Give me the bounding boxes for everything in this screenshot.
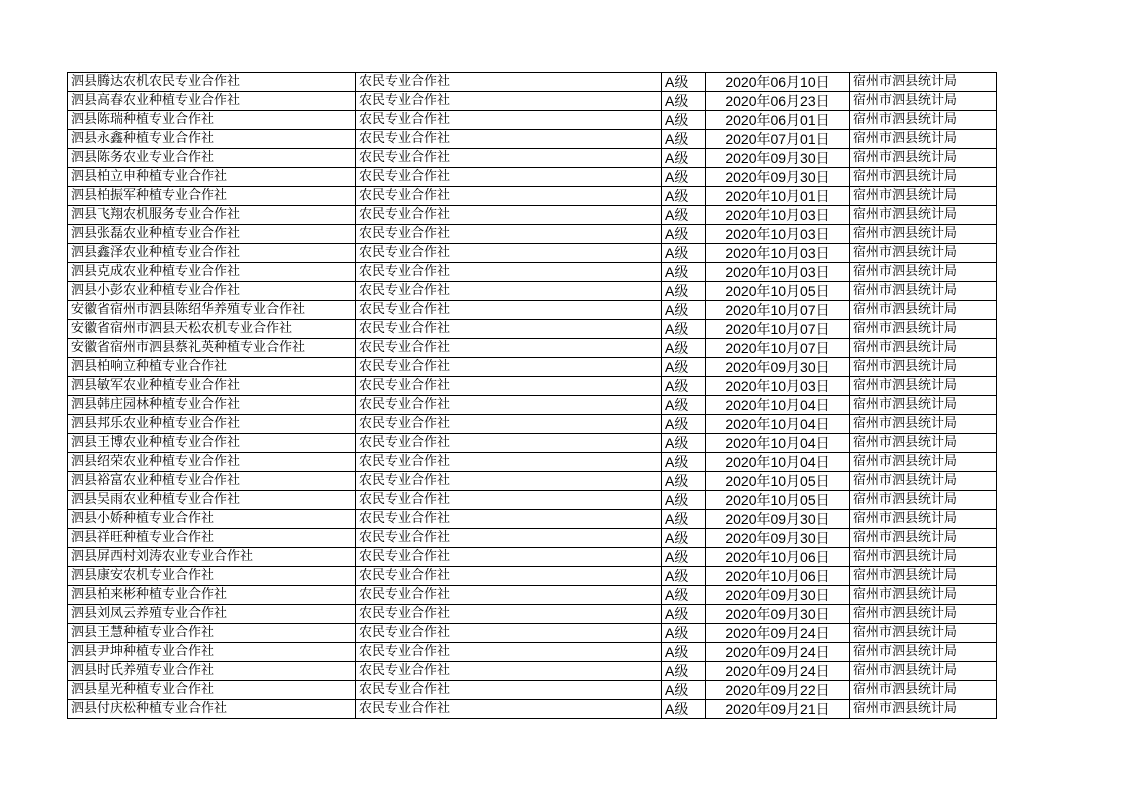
table-row: [68, 111, 997, 130]
credit-grade-cell: A级: [662, 320, 706, 339]
credit-grade-cell: A级: [662, 339, 706, 358]
rating-date-cell: 2020年09月30日: [706, 149, 850, 168]
cooperative-name-cell: 泗县陈务农业专业合作社: [68, 149, 356, 168]
cooperative-name-cell: 泗县克成农业种植专业合作社: [68, 263, 356, 282]
cooperative-name-cell: 泗县柏来彬种植专业合作社: [68, 586, 356, 605]
credit-grade-cell: A级: [662, 681, 706, 700]
cooperative-name-cell: 泗县屏西村刘涛农业专业合作社: [68, 548, 356, 567]
rating-agency-cell: 宿州市泗县统计局: [850, 320, 997, 339]
cooperative-name-cell: 泗县韩庄园林种植专业合作社: [68, 396, 356, 415]
credit-grade-cell: A级: [662, 187, 706, 206]
rating-agency-cell: 宿州市泗县统计局: [850, 130, 997, 149]
table-row: [68, 624, 997, 643]
rating-date-cell: 2020年10月04日: [706, 434, 850, 453]
credit-grade-cell: A级: [662, 453, 706, 472]
rating-agency-cell: 宿州市泗县统计局: [850, 92, 997, 111]
rating-agency-cell: 宿州市泗县统计局: [850, 643, 997, 662]
cooperative-name-cell: 泗县柏振军种植专业合作社: [68, 187, 356, 206]
cooperative-name-cell: 安徽省宿州市泗县蔡礼英种植专业合作社: [68, 339, 356, 358]
rating-date-cell: 2020年10月03日: [706, 225, 850, 244]
cooperative-name-cell: 泗县张磊农业种植专业合作社: [68, 225, 356, 244]
credit-grade-cell: A级: [662, 415, 706, 434]
entity-type-cell: 农民专业合作社: [356, 491, 662, 510]
rating-agency-cell: 宿州市泗县统计局: [850, 529, 997, 548]
entity-type-cell: 农民专业合作社: [356, 453, 662, 472]
rating-agency-cell: 宿州市泗县统计局: [850, 206, 997, 225]
entity-type-cell: 农民专业合作社: [356, 605, 662, 624]
table-row: [68, 415, 997, 434]
rating-date-cell: 2020年10月07日: [706, 301, 850, 320]
credit-grade-cell: A级: [662, 225, 706, 244]
rating-date-cell: 2020年10月07日: [706, 320, 850, 339]
table-row: [68, 643, 997, 662]
rating-date-cell: 2020年09月21日: [706, 700, 850, 719]
rating-date-cell: 2020年10月04日: [706, 396, 850, 415]
cooperative-name-cell: 泗县吴雨农业种植专业合作社: [68, 491, 356, 510]
table-row: [68, 92, 997, 111]
cooperative-name-cell: 泗县鑫泽农业种植专业合作社: [68, 244, 356, 263]
entity-type-cell: 农民专业合作社: [356, 396, 662, 415]
cooperative-name-cell: 泗县小彭农业种植专业合作社: [68, 282, 356, 301]
entity-type-cell: 农民专业合作社: [356, 263, 662, 282]
rating-agency-cell: 宿州市泗县统计局: [850, 510, 997, 529]
rating-date-cell: 2020年10月04日: [706, 415, 850, 434]
spreadsheet-page: [67, 72, 997, 719]
rating-agency-cell: 宿州市泗县统计局: [850, 263, 997, 282]
entity-type-cell: 农民专业合作社: [356, 681, 662, 700]
entity-type-cell: 农民专业合作社: [356, 567, 662, 586]
rating-date-cell: 2020年10月03日: [706, 244, 850, 263]
entity-type-cell: 农民专业合作社: [356, 358, 662, 377]
rating-agency-cell: 宿州市泗县统计局: [850, 662, 997, 681]
rating-date-cell: 2020年10月06日: [706, 567, 850, 586]
credit-grade-cell: A级: [662, 396, 706, 415]
rating-agency-cell: 宿州市泗县统计局: [850, 605, 997, 624]
rating-agency-cell: 宿州市泗县统计局: [850, 472, 997, 491]
rating-agency-cell: 宿州市泗县统计局: [850, 567, 997, 586]
credit-grade-cell: A级: [662, 662, 706, 681]
credit-grade-cell: A级: [662, 92, 706, 111]
credit-grade-cell: A级: [662, 244, 706, 263]
entity-type-cell: 农民专业合作社: [356, 282, 662, 301]
rating-agency-cell: 宿州市泗县统计局: [850, 624, 997, 643]
rating-agency-cell: 宿州市泗县统计局: [850, 396, 997, 415]
rating-date-cell: 2020年09月24日: [706, 624, 850, 643]
rating-date-cell: 2020年10月05日: [706, 282, 850, 301]
rating-date-cell: 2020年09月30日: [706, 358, 850, 377]
entity-type-cell: 农民专业合作社: [356, 472, 662, 491]
entity-type-cell: 农民专业合作社: [356, 662, 662, 681]
table-row: [68, 244, 997, 263]
credit-grade-cell: A级: [662, 605, 706, 624]
rating-agency-cell: 宿州市泗县统计局: [850, 168, 997, 187]
cooperative-name-cell: 泗县付庆松种植专业合作社: [68, 700, 356, 719]
table-row: [68, 263, 997, 282]
table-row: [68, 434, 997, 453]
rating-date-cell: 2020年09月30日: [706, 510, 850, 529]
entity-type-cell: 农民专业合作社: [356, 510, 662, 529]
credit-grade-cell: A级: [662, 206, 706, 225]
entity-type-cell: 农民专业合作社: [356, 320, 662, 339]
rating-agency-cell: 宿州市泗县统计局: [850, 434, 997, 453]
cooperative-name-cell: 泗县王慧种植专业合作社: [68, 624, 356, 643]
table-row: [68, 149, 997, 168]
table-row: [68, 472, 997, 491]
table-row: [68, 567, 997, 586]
credit-grade-cell: A级: [662, 624, 706, 643]
rating-agency-cell: 宿州市泗县统计局: [850, 187, 997, 206]
credit-grade-cell: A级: [662, 111, 706, 130]
credit-grade-cell: A级: [662, 301, 706, 320]
credit-grade-cell: A级: [662, 358, 706, 377]
rating-agency-cell: 宿州市泗县统计局: [850, 491, 997, 510]
rating-agency-cell: 宿州市泗县统计局: [850, 339, 997, 358]
cooperative-name-cell: 泗县绍荣农业种植专业合作社: [68, 453, 356, 472]
table-body: [68, 73, 997, 719]
rating-agency-cell: 宿州市泗县统计局: [850, 282, 997, 301]
cooperative-name-cell: 泗县陈瑞种植专业合作社: [68, 111, 356, 130]
cooperative-name-cell: 泗县时氏养殖专业合作社: [68, 662, 356, 681]
table-row: [68, 586, 997, 605]
rating-agency-cell: 宿州市泗县统计局: [850, 586, 997, 605]
cooperative-name-cell: 泗县星光种植专业合作社: [68, 681, 356, 700]
credit-grade-cell: A级: [662, 529, 706, 548]
rating-date-cell: 2020年09月30日: [706, 605, 850, 624]
rating-agency-cell: 宿州市泗县统计局: [850, 548, 997, 567]
cooperative-name-cell: 泗县康安农机专业合作社: [68, 567, 356, 586]
cooperative-name-cell: 安徽省宿州市泗县天松农机专业合作社: [68, 320, 356, 339]
entity-type-cell: 农民专业合作社: [356, 624, 662, 643]
entity-type-cell: 农民专业合作社: [356, 225, 662, 244]
cooperative-name-cell: 泗县小娇种植专业合作社: [68, 510, 356, 529]
entity-type-cell: 农民专业合作社: [356, 206, 662, 225]
table-row: [68, 301, 997, 320]
table-row: [68, 206, 997, 225]
cooperative-table: [67, 72, 997, 719]
rating-agency-cell: 宿州市泗县统计局: [850, 149, 997, 168]
entity-type-cell: 农民专业合作社: [356, 339, 662, 358]
credit-grade-cell: A级: [662, 548, 706, 567]
rating-agency-cell: 宿州市泗县统计局: [850, 377, 997, 396]
credit-grade-cell: A级: [662, 472, 706, 491]
cooperative-name-cell: 泗县柏立申种植专业合作社: [68, 168, 356, 187]
table-row: [68, 377, 997, 396]
table-row: [68, 339, 997, 358]
rating-agency-cell: 宿州市泗县统计局: [850, 301, 997, 320]
entity-type-cell: 农民专业合作社: [356, 700, 662, 719]
rating-date-cell: 2020年06月10日: [706, 73, 850, 92]
table-row: [68, 529, 997, 548]
cooperative-name-cell: 泗县高春农业种植专业合作社: [68, 92, 356, 111]
table-row: [68, 130, 997, 149]
credit-grade-cell: A级: [662, 700, 706, 719]
credit-grade-cell: A级: [662, 130, 706, 149]
entity-type-cell: 农民专业合作社: [356, 415, 662, 434]
cooperative-name-cell: 泗县尹坤种植专业合作社: [68, 643, 356, 662]
rating-date-cell: 2020年10月06日: [706, 548, 850, 567]
table-row: [68, 548, 997, 567]
cooperative-name-cell: 泗县王博农业种植专业合作社: [68, 434, 356, 453]
table-row: [68, 396, 997, 415]
table-row: [68, 187, 997, 206]
rating-agency-cell: 宿州市泗县统计局: [850, 73, 997, 92]
credit-grade-cell: A级: [662, 586, 706, 605]
rating-date-cell: 2020年10月05日: [706, 491, 850, 510]
table-row: [68, 282, 997, 301]
rating-date-cell: 2020年07月01日: [706, 130, 850, 149]
cooperative-name-cell: 泗县飞翔农机服务专业合作社: [68, 206, 356, 225]
rating-date-cell: 2020年09月22日: [706, 681, 850, 700]
rating-agency-cell: 宿州市泗县统计局: [850, 453, 997, 472]
cooperative-name-cell: 安徽省宿州市泗县陈绍华养殖专业合作社: [68, 301, 356, 320]
table-row: [68, 168, 997, 187]
cooperative-name-cell: 泗县敏军农业种植专业合作社: [68, 377, 356, 396]
entity-type-cell: 农民专业合作社: [356, 149, 662, 168]
rating-date-cell: 2020年10月03日: [706, 206, 850, 225]
credit-grade-cell: A级: [662, 282, 706, 301]
rating-agency-cell: 宿州市泗县统计局: [850, 358, 997, 377]
rating-date-cell: 2020年09月30日: [706, 168, 850, 187]
cooperative-name-cell: 泗县裕富农业种植专业合作社: [68, 472, 356, 491]
rating-agency-cell: 宿州市泗县统计局: [850, 415, 997, 434]
rating-date-cell: 2020年10月01日: [706, 187, 850, 206]
entity-type-cell: 农民专业合作社: [356, 187, 662, 206]
entity-type-cell: 农民专业合作社: [356, 548, 662, 567]
entity-type-cell: 农民专业合作社: [356, 643, 662, 662]
rating-date-cell: 2020年10月03日: [706, 263, 850, 282]
entity-type-cell: 农民专业合作社: [356, 529, 662, 548]
credit-grade-cell: A级: [662, 643, 706, 662]
rating-agency-cell: 宿州市泗县统计局: [850, 111, 997, 130]
entity-type-cell: 农民专业合作社: [356, 301, 662, 320]
rating-date-cell: 2020年09月30日: [706, 529, 850, 548]
entity-type-cell: 农民专业合作社: [356, 586, 662, 605]
rating-agency-cell: 宿州市泗县统计局: [850, 225, 997, 244]
rating-agency-cell: 宿州市泗县统计局: [850, 700, 997, 719]
cooperative-name-cell: 泗县邦乐农业种植专业合作社: [68, 415, 356, 434]
entity-type-cell: 农民专业合作社: [356, 244, 662, 263]
table-row: [68, 605, 997, 624]
table-row: [68, 225, 997, 244]
rating-date-cell: 2020年10月05日: [706, 472, 850, 491]
table-row: [68, 700, 997, 719]
rating-agency-cell: 宿州市泗县统计局: [850, 244, 997, 263]
entity-type-cell: 农民专业合作社: [356, 92, 662, 111]
cooperative-name-cell: 泗县永鑫种植专业合作社: [68, 130, 356, 149]
cooperative-name-cell: 泗县刘凤云养殖专业合作社: [68, 605, 356, 624]
rating-date-cell: 2020年10月04日: [706, 453, 850, 472]
cooperative-name-cell: 泗县柏响立种植专业合作社: [68, 358, 356, 377]
credit-grade-cell: A级: [662, 168, 706, 187]
table-row: [68, 681, 997, 700]
rating-date-cell: 2020年10月03日: [706, 377, 850, 396]
rating-date-cell: 2020年09月24日: [706, 662, 850, 681]
entity-type-cell: 农民专业合作社: [356, 130, 662, 149]
table-row: [68, 662, 997, 681]
credit-grade-cell: A级: [662, 377, 706, 396]
credit-grade-cell: A级: [662, 73, 706, 92]
table-row: [68, 320, 997, 339]
entity-type-cell: 农民专业合作社: [356, 111, 662, 130]
rating-date-cell: 2020年09月30日: [706, 586, 850, 605]
rating-date-cell: 2020年09月24日: [706, 643, 850, 662]
credit-grade-cell: A级: [662, 491, 706, 510]
table-row: [68, 73, 997, 92]
cooperative-name-cell: 泗县祥旺种植专业合作社: [68, 529, 356, 548]
table-row: [68, 453, 997, 472]
table-row: [68, 510, 997, 529]
credit-grade-cell: A级: [662, 434, 706, 453]
table-row: [68, 491, 997, 510]
rating-date-cell: 2020年06月23日: [706, 92, 850, 111]
rating-date-cell: 2020年10月07日: [706, 339, 850, 358]
entity-type-cell: 农民专业合作社: [356, 73, 662, 92]
cooperative-name-cell: 泗县腾达农机农民专业合作社: [68, 73, 356, 92]
table-row: [68, 358, 997, 377]
credit-grade-cell: A级: [662, 149, 706, 168]
credit-grade-cell: A级: [662, 263, 706, 282]
credit-grade-cell: A级: [662, 567, 706, 586]
entity-type-cell: 农民专业合作社: [356, 168, 662, 187]
rating-agency-cell: 宿州市泗县统计局: [850, 681, 997, 700]
rating-date-cell: 2020年06月01日: [706, 111, 850, 130]
entity-type-cell: 农民专业合作社: [356, 434, 662, 453]
credit-grade-cell: A级: [662, 510, 706, 529]
entity-type-cell: 农民专业合作社: [356, 377, 662, 396]
